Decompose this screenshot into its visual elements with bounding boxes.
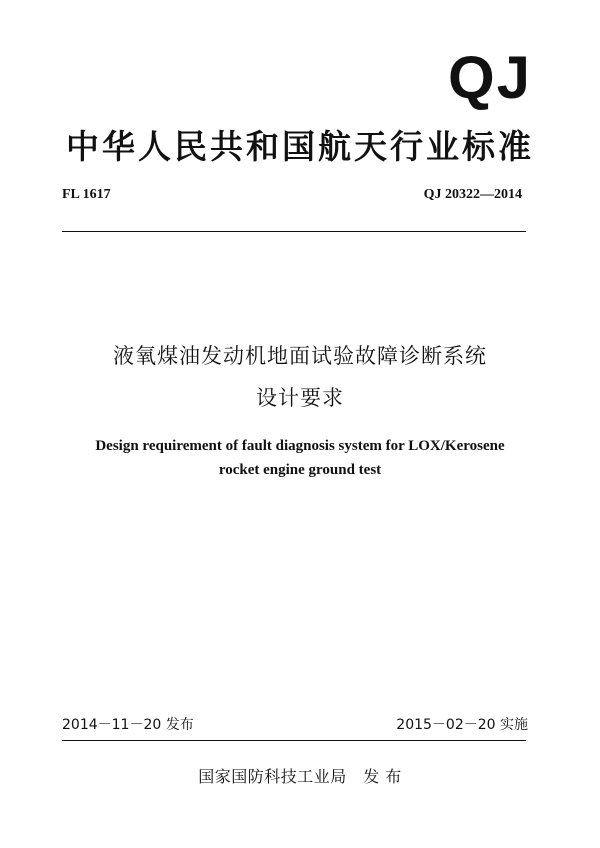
standard-series-title: 中华人民共和国航天行业标准	[66, 127, 534, 166]
document-title-cn-line2: 设计要求	[256, 386, 344, 410]
document-title-en-line1: Design requirement of fault diagnosis system for LOX/Kerosene	[95, 438, 505, 454]
publisher: 国家国防科技工业局 发 布	[198, 767, 402, 786]
document-title-en-line2: rocket engine ground test	[218, 462, 382, 478]
document-title-cn-line1: 液氧煤油发动机地面试验故障诊断系统	[113, 344, 487, 368]
issue-date: 2014－11－20 发布	[62, 717, 194, 733]
qj-logo: QJ	[447, 44, 532, 111]
implementation-date: 2015－02－20 实施	[396, 717, 528, 733]
standard-number: QJ 20322—2014	[423, 187, 522, 202]
header-divider	[62, 231, 526, 232]
classification-code: FL 1617	[62, 187, 111, 202]
footer-divider	[62, 740, 526, 741]
